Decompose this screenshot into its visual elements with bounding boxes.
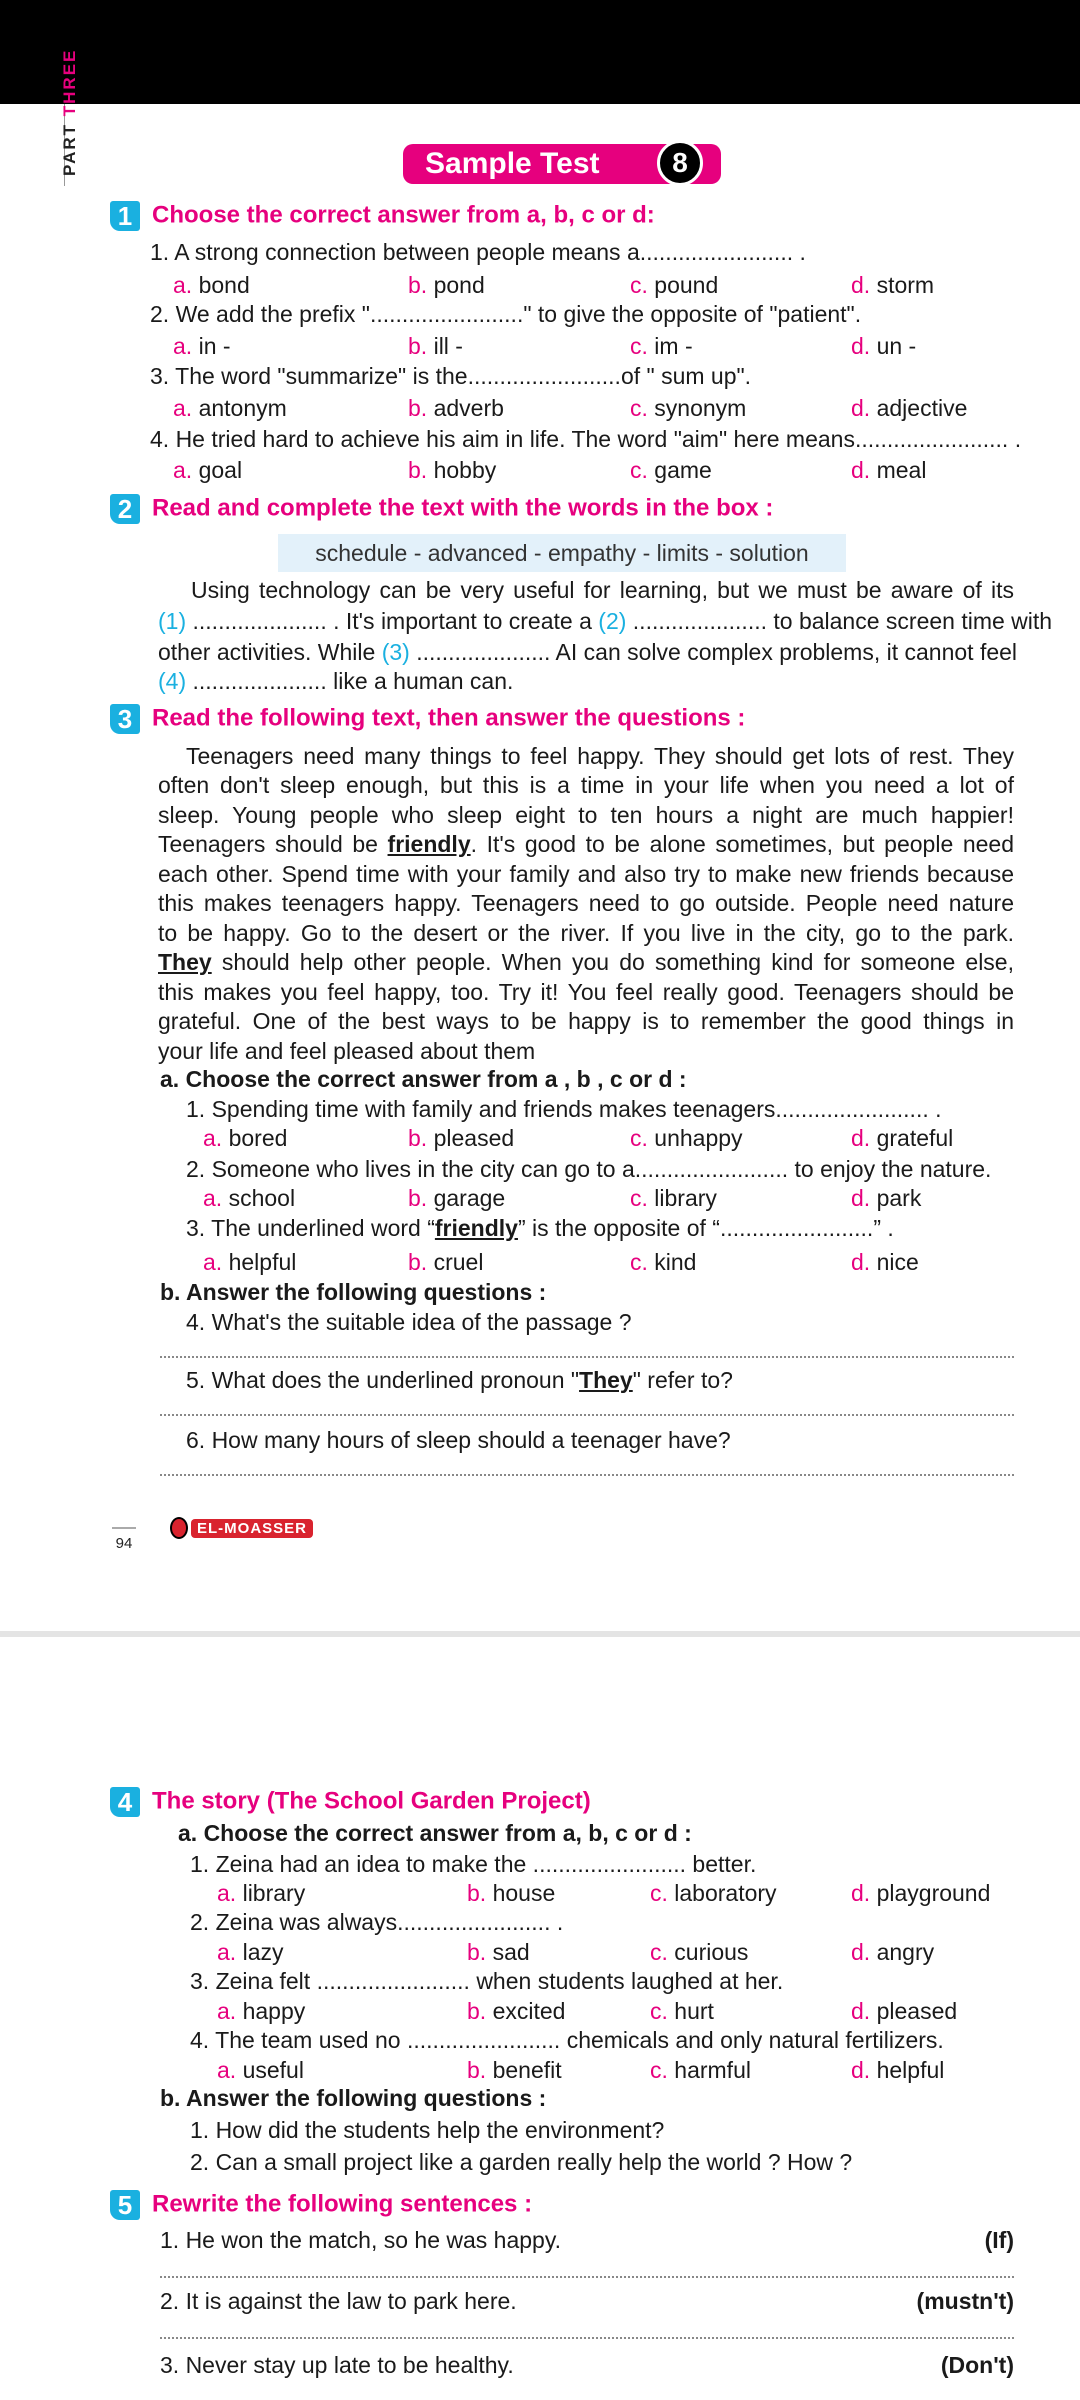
passage-line: They should help other people. When you do something kind for someone else, xyxy=(158,949,1014,975)
option-text: library xyxy=(654,1185,717,1211)
option-letter: d. xyxy=(851,1125,871,1151)
option-text: game xyxy=(654,457,712,483)
option-letter: a. xyxy=(217,1939,237,1965)
option-text: house xyxy=(492,1880,556,1906)
answer-option[interactable] xyxy=(650,2056,751,2084)
answer-option[interactable] xyxy=(217,1879,305,1907)
answer-option[interactable] xyxy=(630,1248,696,1276)
question: 1. How did the students help the environment? xyxy=(190,2117,665,2143)
passage-line: each other. Spend time with your family and also try to make new friends because xyxy=(158,861,1014,887)
answer-line[interactable] xyxy=(160,1356,1014,1358)
option-text: storm xyxy=(876,272,935,298)
option-text: laboratory xyxy=(674,1880,777,1906)
option-text: pond xyxy=(433,272,485,298)
answer-option[interactable] xyxy=(217,2056,304,2084)
passage-line: Teenagers need many things to feel happy. They should get lots of rest. They xyxy=(186,743,1014,769)
word-box: schedule - advanced - empathy - limits - solution xyxy=(278,534,846,572)
section-number: 5 xyxy=(110,2190,140,2220)
answer-option[interactable] xyxy=(851,1997,957,2025)
option-text: happy xyxy=(242,1998,306,2024)
option-text: pleased xyxy=(433,1125,515,1151)
option-letter: d. xyxy=(851,395,871,421)
option-text: helpful xyxy=(228,1249,297,1275)
passage-line: (4) ..................... like a human can. xyxy=(158,668,514,694)
answer-option[interactable] xyxy=(203,1124,287,1152)
question: 2. Someone who lives in the city can go to a........................ to enjoy the nature. xyxy=(186,1156,992,1182)
part-b-heading: b. Answer the following questions : xyxy=(160,2085,547,2111)
answer-option[interactable] xyxy=(630,1124,743,1152)
answer-option[interactable] xyxy=(650,1938,748,1966)
option-text: benefit xyxy=(492,2057,562,2083)
answer-option[interactable] xyxy=(851,456,926,484)
option-text: helpful xyxy=(876,2057,945,2083)
option-text: nice xyxy=(876,1249,919,1275)
option-text: grateful xyxy=(876,1125,954,1151)
option-text: kind xyxy=(654,1249,697,1275)
passage-line: Using technology can be very useful for learning, but we must be aware of its xyxy=(191,577,1014,603)
answer-option[interactable] xyxy=(851,1879,990,1907)
section-number: 1 xyxy=(110,201,140,231)
answer-option[interactable] xyxy=(851,332,916,360)
answer-option[interactable] xyxy=(408,456,496,484)
answer-option[interactable] xyxy=(851,1184,921,1212)
passage-line: sleep. Young people who sleep eight to ten hours a night are much happier! xyxy=(158,802,1014,828)
answer-option[interactable] xyxy=(173,394,287,422)
option-letter: b. xyxy=(408,457,428,483)
question: 1. Zeina had an idea to make the ........................ better. xyxy=(190,1851,757,1877)
option-text: playground xyxy=(876,1880,991,1906)
option-text: curious xyxy=(674,1939,749,1965)
option-text: bored xyxy=(228,1125,288,1151)
answer-option[interactable] xyxy=(630,332,693,360)
option-text: goal xyxy=(198,457,243,483)
hint: (Don't) xyxy=(940,2352,1014,2378)
option-letter: b. xyxy=(408,333,428,359)
question: 3. The word "summarize" is the........................of " sum up". xyxy=(150,363,752,389)
option-letter: a. xyxy=(203,1185,223,1211)
option-text: meal xyxy=(876,457,927,483)
option-letter: b. xyxy=(408,395,428,421)
answer-option[interactable] xyxy=(630,1184,717,1212)
option-letter: a. xyxy=(203,1249,223,1275)
answer-option[interactable] xyxy=(630,456,712,484)
option-text: useful xyxy=(242,2057,304,2083)
test-number-badge: 8 xyxy=(657,140,703,186)
part-b-heading: b. Answer the following questions : xyxy=(160,1279,547,1305)
section-1-heading: 1 Choose the correct answer from a, b, c or d: xyxy=(110,201,655,231)
option-letter: b. xyxy=(408,1249,428,1275)
page-number: 94 xyxy=(112,1527,136,1552)
option-text: excited xyxy=(492,1998,566,2024)
question: 4. What's the suitable idea of the passage ? xyxy=(186,1309,632,1335)
answer-option[interactable] xyxy=(173,456,242,484)
option-letter: b. xyxy=(467,2057,487,2083)
question: 2. Zeina was always........................ . xyxy=(190,1909,564,1935)
logo-icon xyxy=(170,1517,188,1539)
section-2-heading: 2 Read and complete the text with the words in the box : xyxy=(110,494,773,524)
answer-option[interactable] xyxy=(467,1938,530,1966)
question: 4. He tried hard to achieve his aim in life. The word "aim" here means........................ . xyxy=(150,426,1022,452)
section-number: 4 xyxy=(110,1787,140,1817)
option-text: unhappy xyxy=(654,1125,743,1151)
option-letter: d. xyxy=(851,1998,871,2024)
option-letter: d. xyxy=(851,1185,871,1211)
question: 4. The team used no ........................ chemicals and only natural fertilizers. xyxy=(190,2027,944,2053)
option-letter: c. xyxy=(630,333,648,359)
sentence: 1. He won the match, so he was happy. xyxy=(160,2227,562,2253)
option-letter: d. xyxy=(851,457,871,483)
option-text: ill - xyxy=(433,333,463,359)
option-text: library xyxy=(242,1880,306,1906)
option-text: adverb xyxy=(433,395,504,421)
option-text: harmful xyxy=(674,2057,751,2083)
passage-line: to be happy. Go to the desert or the river. If you live in the city, go to the park. xyxy=(158,920,1014,946)
option-letter: c. xyxy=(630,457,648,483)
option-text: un - xyxy=(876,333,917,359)
option-text: synonym xyxy=(654,395,747,421)
section-number: 2 xyxy=(110,494,140,524)
question: 5. What does the underlined pronoun "They" refer to? xyxy=(186,1367,733,1393)
option-letter: a. xyxy=(173,395,193,421)
option-letter: b. xyxy=(467,1998,487,2024)
answer-option[interactable] xyxy=(630,271,718,299)
answer-option[interactable] xyxy=(408,1248,483,1276)
hint: (mustn't) xyxy=(916,2288,1014,2314)
answer-option[interactable] xyxy=(408,271,485,299)
answer-option[interactable] xyxy=(650,1879,777,1907)
answer-option[interactable] xyxy=(203,1184,295,1212)
option-letter: a. xyxy=(217,1880,237,1906)
passage-line: (1) ..................... . It's important to create a (2) ..................... to balance screen time with xyxy=(158,608,1053,634)
option-text: in - xyxy=(198,333,231,359)
option-letter: a. xyxy=(173,457,193,483)
option-letter: b. xyxy=(467,1880,487,1906)
question: 6. How many hours of sleep should a teenager have? xyxy=(186,1427,731,1453)
answer-option[interactable] xyxy=(630,394,746,422)
section-4-heading: 4 The story (The School Garden Project) xyxy=(110,1787,591,1817)
option-letter: d. xyxy=(851,2057,871,2083)
top-bar xyxy=(0,0,1080,104)
option-text: angry xyxy=(876,1939,935,1965)
part-a-heading: a. Choose the correct answer from a , b , c or d : xyxy=(160,1066,687,1092)
passage-line: other activities. While (3) ..................... AI can solve complex problems, it cannot feel xyxy=(158,639,1018,665)
option-letter: d. xyxy=(851,1939,871,1965)
sentence: 3. Never stay up late to be healthy. xyxy=(160,2352,514,2378)
passage-line: this makes teenagers happy. Teenagers need to go outside. People need nature xyxy=(158,890,1014,916)
option-text: hurt xyxy=(674,1998,714,2024)
banner-title: Sample Test xyxy=(425,147,600,180)
answer-option[interactable] xyxy=(217,1938,283,1966)
answer-line[interactable] xyxy=(160,2276,1014,2278)
answer-option[interactable] xyxy=(217,1997,305,2025)
section-3-heading: 3 Read the following text, then answer the questions : xyxy=(110,704,745,734)
option-text: bond xyxy=(198,272,250,298)
option-letter: c. xyxy=(630,395,648,421)
option-text: park xyxy=(876,1185,922,1211)
option-letter: a. xyxy=(217,2057,237,2083)
option-letter: d. xyxy=(851,333,871,359)
option-letter: d. xyxy=(851,1249,871,1275)
question: 3. The underlined word “friendly” is the opposite of “........................” . xyxy=(186,1215,894,1241)
option-letter: b. xyxy=(467,1939,487,1965)
option-letter: c. xyxy=(650,1939,668,1965)
option-text: school xyxy=(228,1185,296,1211)
option-text: im - xyxy=(654,333,693,359)
answer-line[interactable] xyxy=(160,1414,1014,1416)
option-letter: c. xyxy=(630,272,648,298)
answer-option[interactable] xyxy=(851,271,934,299)
option-text: hobby xyxy=(433,457,497,483)
answer-option[interactable] xyxy=(467,1997,565,2025)
option-letter: a. xyxy=(217,1998,237,2024)
option-letter: c. xyxy=(630,1249,648,1275)
option-text: sad xyxy=(492,1939,530,1965)
section-5-heading: 5 Rewrite the following sentences : xyxy=(110,2190,532,2220)
part-label: PART THREE xyxy=(60,48,79,176)
publisher-logo: EL-MOASSER xyxy=(170,1517,313,1539)
sample-test-banner xyxy=(403,144,721,184)
answer-option[interactable] xyxy=(467,2056,562,2084)
option-letter: c. xyxy=(630,1185,648,1211)
answer-option[interactable] xyxy=(851,2056,944,2084)
option-letter: d. xyxy=(851,272,871,298)
answer-option[interactable] xyxy=(851,394,967,422)
answer-option[interactable] xyxy=(650,1997,714,2025)
question: 2. We add the prefix "........................" to give the opposite of "patient". xyxy=(150,301,862,327)
question: 1. Spending time with family and friends makes teenagers........................ . xyxy=(186,1096,942,1122)
part-a-heading: a. Choose the correct answer from a, b, c or d : xyxy=(178,1820,692,1846)
answer-line[interactable] xyxy=(160,2337,1014,2339)
question: 3. Zeina felt ........................ when students laughed at her. xyxy=(190,1968,784,1994)
option-text: pleased xyxy=(876,1998,958,2024)
passage-line: your life and feel pleased about them xyxy=(158,1038,536,1064)
option-letter: c. xyxy=(650,1880,668,1906)
option-letter: c. xyxy=(650,1998,668,2024)
answer-option[interactable] xyxy=(408,1124,514,1152)
answer-option[interactable] xyxy=(173,271,250,299)
passage-line: Teenagers should be friendly. It's good to be alone sometimes, but people need xyxy=(158,831,1014,857)
passage-line: often don't sleep enough, but this is a time in your life when you need a lot of xyxy=(158,772,1014,798)
option-text: lazy xyxy=(242,1939,284,1965)
sentence: 2. It is against the law to park here. xyxy=(160,2288,517,2314)
answer-option[interactable] xyxy=(467,1879,555,1907)
page-separator xyxy=(0,1631,1080,1637)
option-letter: c. xyxy=(630,1125,648,1151)
option-letter: a. xyxy=(173,272,193,298)
passage-line: grateful. One of the best ways to be happy is to remember the good things in xyxy=(158,1008,1014,1034)
option-letter: a. xyxy=(173,333,193,359)
question: 2. Can a small project like a garden really help the world ? How ? xyxy=(190,2149,853,2175)
option-letter: b. xyxy=(408,1125,428,1151)
option-text: garage xyxy=(433,1185,506,1211)
passage-line: this makes you feel happy, too. Try it! You feel really good. Teenagers should be xyxy=(158,979,1014,1005)
answer-line[interactable] xyxy=(160,1474,1014,1476)
answer-option[interactable] xyxy=(408,1184,505,1212)
option-letter: c. xyxy=(650,2057,668,2083)
answer-option[interactable] xyxy=(173,332,231,360)
answer-option[interactable] xyxy=(408,394,504,422)
hint: (If) xyxy=(984,2227,1014,2253)
option-text: cruel xyxy=(433,1249,484,1275)
option-text: adjective xyxy=(876,395,968,421)
question: 1. A strong connection between people means a........................ . xyxy=(150,239,806,265)
option-letter: b. xyxy=(408,1185,428,1211)
answer-option[interactable] xyxy=(851,1938,934,1966)
option-letter: d. xyxy=(851,1880,871,1906)
answer-option[interactable] xyxy=(203,1248,296,1276)
answer-option[interactable] xyxy=(851,1124,953,1152)
option-text: pound xyxy=(654,272,719,298)
option-letter: b. xyxy=(408,272,428,298)
answer-option[interactable] xyxy=(408,332,463,360)
section-number: 3 xyxy=(110,704,140,734)
option-text: antonym xyxy=(198,395,287,421)
option-letter: a. xyxy=(203,1125,223,1151)
answer-option[interactable] xyxy=(851,1248,919,1276)
